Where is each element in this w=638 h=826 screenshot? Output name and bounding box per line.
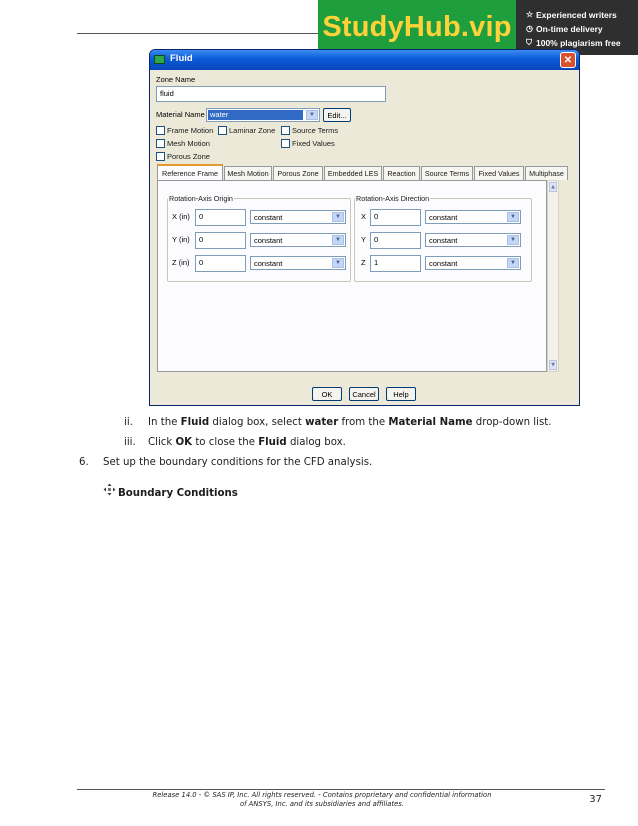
- chevron-down-icon[interactable]: ▼: [507, 258, 519, 268]
- dropdown-value: constant: [254, 236, 283, 245]
- mesh-motion-checkbox[interactable]: [156, 139, 210, 148]
- shield-icon: ⛉: [526, 37, 532, 47]
- footer-notice: [77, 791, 567, 809]
- banner-brand[interactable]: [318, 0, 516, 55]
- tab-multiphase[interactable]: Multiphase: [525, 166, 568, 180]
- edit-button[interactable]: Edit...: [323, 108, 351, 122]
- banner-feature-plagiarism: [526, 36, 638, 49]
- tab-source-terms[interactable]: Source Terms: [421, 166, 473, 180]
- tab-reference-frame[interactable]: Reference Frame: [157, 164, 223, 180]
- banner-feature-delivery: [526, 22, 638, 35]
- step-ii-text: In the Fluid dialog box, select water from the Material Name drop-down list.: [148, 417, 552, 428]
- step-ii-number: ii.: [124, 417, 133, 428]
- cancel-button[interactable]: Cancel: [349, 387, 379, 401]
- tab-reaction[interactable]: Reaction: [383, 166, 420, 180]
- chevron-down-icon[interactable]: ▼: [332, 258, 344, 268]
- fluid-dialog: [149, 49, 580, 406]
- chevron-down-icon[interactable]: ▼: [306, 110, 318, 120]
- material-name-dropdown[interactable]: [206, 108, 320, 122]
- chevron-down-icon[interactable]: ▼: [507, 235, 519, 245]
- checkbox-label: Porous Zone: [167, 152, 210, 161]
- chevron-down-icon[interactable]: ▼: [507, 212, 519, 222]
- zone-name-input[interactable]: fluid: [156, 86, 386, 102]
- checkbox-label: Source Terms: [292, 126, 339, 135]
- origin-x-mode-dropdown[interactable]: [250, 210, 346, 224]
- laminar-zone-checkbox[interactable]: [218, 126, 275, 135]
- direction-y-label: Y: [361, 235, 367, 244]
- dialog-title: Fluid: [170, 53, 193, 64]
- fixed-values-checkbox[interactable]: [281, 139, 335, 148]
- origin-y-input[interactable]: 0: [195, 232, 246, 249]
- direction-z-input[interactable]: 1: [370, 255, 421, 272]
- origin-x-input[interactable]: 0: [195, 209, 246, 226]
- banner-feature-writers: [526, 8, 638, 21]
- frame-motion-checkbox[interactable]: [156, 126, 213, 135]
- ad-banner[interactable]: [318, 0, 638, 55]
- help-button[interactable]: Help: [386, 387, 416, 401]
- checkbox-box[interactable]: [156, 152, 165, 161]
- step-6-text: Set up the boundary conditions for the CFD analysis.: [103, 457, 373, 468]
- checkbox-box[interactable]: [281, 139, 290, 148]
- tab-strip: [157, 166, 573, 180]
- checkbox-label: Frame Motion: [167, 126, 214, 135]
- direction-z-mode-dropdown[interactable]: [425, 256, 521, 270]
- banner-feature-label: On-time delivery: [536, 23, 603, 34]
- origin-x-label: X (in): [172, 212, 190, 221]
- material-name-value: water: [208, 110, 303, 120]
- tab-mesh-motion[interactable]: Mesh Motion: [224, 166, 272, 180]
- dropdown-value: constant: [429, 213, 458, 222]
- dropdown-value: constant: [254, 259, 283, 268]
- close-icon[interactable]: ✕: [560, 52, 576, 68]
- chevron-down-icon[interactable]: ▼: [332, 235, 344, 245]
- scroll-down-icon[interactable]: ▼: [549, 360, 557, 370]
- footer-line-1: Release 14.0 - © SAS IP, Inc. All rights reserved. - Contains proprietary and confidential information: [152, 791, 492, 799]
- checkbox-box[interactable]: [218, 126, 227, 135]
- origin-z-input[interactable]: 0: [195, 255, 246, 272]
- material-name-label: Material Name: [156, 110, 205, 119]
- chevron-down-icon[interactable]: ▼: [332, 212, 344, 222]
- step-6-number: 6.: [79, 457, 89, 468]
- step-iii-text: Click OK to close the Fluid dialog box.: [148, 437, 346, 448]
- checkbox-label: Laminar Zone: [229, 126, 276, 135]
- step-iii-number: iii.: [124, 437, 136, 448]
- panel-scrollbar[interactable]: [547, 180, 559, 372]
- checkbox-label: Fixed Values: [292, 139, 335, 148]
- scroll-up-icon[interactable]: ▲: [549, 182, 557, 192]
- checkbox-box[interactable]: [156, 139, 165, 148]
- banner-features: [526, 8, 638, 50]
- origin-y-label: Y (in): [172, 235, 190, 244]
- tab-porous-zone[interactable]: Porous Zone: [273, 166, 323, 180]
- dropdown-value: constant: [254, 213, 283, 222]
- checkbox-label: Mesh Motion: [167, 139, 210, 148]
- direction-x-label: X: [361, 212, 367, 221]
- boundary-conditions-heading: Boundary Conditions: [118, 488, 238, 499]
- banner-feature-label: Experienced writers: [536, 9, 617, 20]
- direction-y-input[interactable]: 0: [370, 232, 421, 249]
- checkbox-box[interactable]: [156, 126, 165, 135]
- banner-feature-label: 100% plagiarism free: [536, 37, 621, 48]
- boundary-conditions-icon: [103, 483, 116, 496]
- tab-embedded-les[interactable]: Embedded LES: [324, 166, 382, 180]
- tab-fixed-values[interactable]: Fixed Values: [474, 166, 524, 180]
- direction-x-mode-dropdown[interactable]: [425, 210, 521, 224]
- page-number: 37: [589, 794, 602, 805]
- footer-rule: [77, 789, 605, 790]
- clock-icon: ◷: [526, 24, 533, 33]
- origin-z-mode-dropdown[interactable]: [250, 256, 346, 270]
- footer-line-2: of ANSYS, Inc. and its subsidiaries and affiliates.: [239, 800, 405, 808]
- rotation-axis-direction-title: Rotation-Axis Direction: [356, 194, 430, 203]
- ok-button[interactable]: OK: [312, 387, 342, 401]
- source-terms-checkbox[interactable]: [281, 126, 338, 135]
- origin-z-label: Z (in): [172, 258, 190, 267]
- dropdown-value: constant: [429, 236, 458, 245]
- dropdown-value: constant: [429, 259, 458, 268]
- checkbox-box[interactable]: [281, 126, 290, 135]
- dialog-titlebar[interactable]: [150, 50, 579, 70]
- app-icon: [154, 55, 165, 64]
- header-rule: [77, 33, 319, 34]
- direction-z-label: Z: [361, 258, 366, 267]
- banner-brand-text: StudyHub.vip: [322, 11, 512, 43]
- zone-name-label: Zone Name: [156, 75, 196, 84]
- reference-frame-panel: [157, 180, 547, 372]
- origin-y-mode-dropdown[interactable]: [250, 233, 346, 247]
- porous-zone-checkbox[interactable]: [156, 152, 210, 161]
- direction-y-mode-dropdown[interactable]: [425, 233, 521, 247]
- rotation-axis-origin-title: Rotation-Axis Origin: [169, 194, 233, 203]
- star-icon: ☆: [526, 10, 534, 19]
- direction-x-input[interactable]: 0: [370, 209, 421, 226]
